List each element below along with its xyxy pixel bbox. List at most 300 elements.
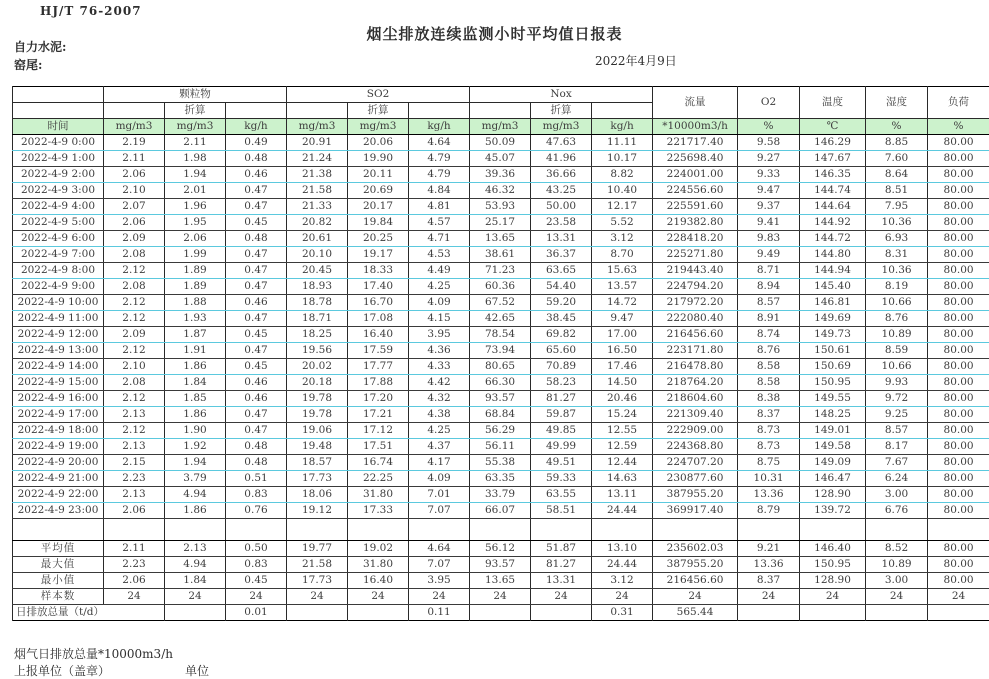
summary-label: 平均值	[13, 541, 104, 557]
cell-value: 9.47	[592, 311, 653, 327]
spacer-cell	[165, 519, 226, 541]
cell-value: 80.00	[928, 471, 989, 487]
cell-value: 17.59	[348, 343, 409, 359]
cell-value: 8.76	[866, 311, 928, 327]
cell-value: 7.67	[866, 455, 928, 471]
table-row	[13, 407, 989, 423]
cell-value: 80.00	[928, 439, 989, 455]
cell-value: 10.89	[866, 327, 928, 343]
cell-value: 225591.60	[653, 199, 738, 215]
cell-value: 0.47	[226, 199, 287, 215]
cell-value: 2.08	[104, 279, 165, 295]
cell-value: 150.61	[800, 343, 866, 359]
cell-value: 148.25	[800, 407, 866, 423]
cell-value: 2.15	[104, 455, 165, 471]
summary-value: 2.13	[165, 541, 226, 557]
footer-flow-note: 烟气日排放总量*10000m3/h	[14, 645, 173, 662]
cell-value: 4.57	[409, 215, 470, 231]
cell-value: 147.67	[800, 151, 866, 167]
cell-time: 2022-4-9 7:00	[13, 247, 104, 263]
cell-value: 0.46	[226, 375, 287, 391]
cell-value: 10.36	[866, 263, 928, 279]
table-row	[13, 327, 989, 343]
cell-value: 19.17	[348, 247, 409, 263]
cell-value: 15.63	[592, 263, 653, 279]
table-row	[13, 423, 989, 439]
cell-value: 17.20	[348, 391, 409, 407]
cell-value: 6.76	[866, 503, 928, 519]
header-nox-converted: 折算	[531, 103, 592, 119]
cell-value: 0.48	[226, 439, 287, 455]
table-row	[13, 151, 989, 167]
cell-value: 19.90	[348, 151, 409, 167]
cell-value: 9.47	[738, 183, 800, 199]
daily-total-value: 0.01	[226, 605, 287, 621]
cell-value: 80.00	[928, 263, 989, 279]
unit-cell: kg/h	[409, 119, 470, 135]
cell-value: 5.52	[592, 215, 653, 231]
cell-value: 4.09	[409, 295, 470, 311]
cell-value: 80.00	[928, 295, 989, 311]
cell-value: 149.01	[800, 423, 866, 439]
cell-value: 80.00	[928, 279, 989, 295]
cell-time: 2022-4-9 4:00	[13, 199, 104, 215]
unit-cell: %	[928, 119, 989, 135]
cell-value: 8.75	[738, 455, 800, 471]
cell-value: 31.80	[348, 487, 409, 503]
cell-value: 2.06	[104, 167, 165, 183]
cell-value: 19.06	[287, 423, 348, 439]
cell-value: 80.00	[928, 199, 989, 215]
cell-value: 0.47	[226, 407, 287, 423]
header-pm: 颗粒物	[104, 87, 287, 103]
cell-value: 18.33	[348, 263, 409, 279]
daily-total-value	[165, 605, 226, 621]
cell-value: 224794.20	[653, 279, 738, 295]
standard-number: HJ/T 76-2007	[40, 4, 142, 18]
summary-value: 24	[653, 589, 738, 605]
cell-value: 145.40	[800, 279, 866, 295]
summary-row	[13, 557, 989, 573]
cell-value: 63.35	[470, 471, 531, 487]
cell-value: 7.07	[409, 503, 470, 519]
cell-value: 4.53	[409, 247, 470, 263]
table-row	[13, 183, 989, 199]
cell-value: 6.93	[866, 231, 928, 247]
summary-value: 13.31	[531, 573, 592, 589]
summary-value: 21.58	[287, 557, 348, 573]
cell-value: 16.74	[348, 455, 409, 471]
cell-value: 80.00	[928, 359, 989, 375]
summary-value: 2.11	[104, 541, 165, 557]
cell-time: 2022-4-9 1:00	[13, 151, 104, 167]
cell-value: 13.31	[531, 231, 592, 247]
cell-value: 17.77	[348, 359, 409, 375]
cell-value: 2.19	[104, 135, 165, 151]
cell-value: 1.98	[165, 151, 226, 167]
summary-value: 0.45	[226, 573, 287, 589]
cell-value: 50.09	[470, 135, 531, 151]
cell-value: 80.65	[470, 359, 531, 375]
cell-value: 38.45	[531, 311, 592, 327]
cell-value: 222909.00	[653, 423, 738, 439]
unit-cell: %	[866, 119, 928, 135]
summary-value: 80.00	[928, 541, 989, 557]
summary-value: 387955.20	[653, 557, 738, 573]
cell-value: 4.36	[409, 343, 470, 359]
summary-value: 80.00	[928, 557, 989, 573]
cell-value: 17.88	[348, 375, 409, 391]
summary-value: 1.84	[165, 573, 226, 589]
cell-value: 47.63	[531, 135, 592, 151]
cell-value: 3.79	[165, 471, 226, 487]
cell-value: 78.54	[470, 327, 531, 343]
report-date: 2022年4月9日	[595, 52, 677, 69]
cell-time: 2022-4-9 17:00	[13, 407, 104, 423]
header-pm-converted: 折算	[165, 103, 226, 119]
cell-value: 2.12	[104, 263, 165, 279]
cell-value: 20.82	[287, 215, 348, 231]
cell-time: 2022-4-9 16:00	[13, 391, 104, 407]
cell-value: 80.00	[928, 135, 989, 151]
cell-value: 139.72	[800, 503, 866, 519]
unit-cell: mg/m3	[165, 119, 226, 135]
cell-value: 146.81	[800, 295, 866, 311]
cell-value: 9.37	[738, 199, 800, 215]
summary-value: 17.73	[287, 573, 348, 589]
cell-value: 19.12	[287, 503, 348, 519]
cell-value: 150.69	[800, 359, 866, 375]
cell-value: 42.65	[470, 311, 531, 327]
summary-value: 24	[928, 589, 989, 605]
cell-value: 20.25	[348, 231, 409, 247]
daily-total-value	[928, 605, 989, 621]
cell-value: 18.78	[287, 295, 348, 311]
cell-value: 8.57	[738, 295, 800, 311]
cell-value: 1.96	[165, 199, 226, 215]
cell-value: 17.12	[348, 423, 409, 439]
cell-value: 63.65	[531, 263, 592, 279]
header-time: 时间	[13, 119, 104, 135]
summary-value: 8.37	[738, 573, 800, 589]
cell-value: 18.71	[287, 311, 348, 327]
cell-value: 9.25	[866, 407, 928, 423]
cell-time: 2022-4-9 8:00	[13, 263, 104, 279]
cell-value: 8.37	[738, 407, 800, 423]
cell-value: 144.72	[800, 231, 866, 247]
cell-value: 149.58	[800, 439, 866, 455]
cell-time: 2022-4-9 2:00	[13, 167, 104, 183]
summary-value: 128.90	[800, 573, 866, 589]
summary-value: 24	[738, 589, 800, 605]
cell-value: 80.00	[928, 343, 989, 359]
cell-value: 80.00	[928, 391, 989, 407]
spacer-cell	[653, 519, 738, 541]
header-so2: SO2	[287, 87, 470, 103]
cell-value: 224368.80	[653, 439, 738, 455]
cell-time: 2022-4-9 3:00	[13, 183, 104, 199]
cell-value: 0.45	[226, 327, 287, 343]
cell-value: 219382.80	[653, 215, 738, 231]
daily-total-value: 0.11	[409, 605, 470, 621]
daily-total-value	[287, 605, 348, 621]
cell-value: 2.12	[104, 343, 165, 359]
cell-value: 18.25	[287, 327, 348, 343]
table-row	[13, 503, 989, 519]
header-empty-cell	[287, 103, 348, 119]
cell-value: 38.61	[470, 247, 531, 263]
cell-value: 1.92	[165, 439, 226, 455]
cell-value: 13.65	[470, 231, 531, 247]
cell-value: 4.64	[409, 135, 470, 151]
cell-value: 4.15	[409, 311, 470, 327]
cell-value: 66.07	[470, 503, 531, 519]
cell-value: 9.49	[738, 247, 800, 263]
cell-value: 20.06	[348, 135, 409, 151]
summary-value: 7.07	[409, 557, 470, 573]
summary-value: 24	[531, 589, 592, 605]
cell-value: 8.70	[592, 247, 653, 263]
cell-value: 2.08	[104, 375, 165, 391]
cell-value: 223171.80	[653, 343, 738, 359]
header-empty-cell	[13, 103, 104, 119]
cell-value: 43.25	[531, 183, 592, 199]
summary-value: 24	[165, 589, 226, 605]
cell-value: 17.33	[348, 503, 409, 519]
cell-time: 2022-4-9 19:00	[13, 439, 104, 455]
cell-value: 219443.40	[653, 263, 738, 279]
cell-value: 13.57	[592, 279, 653, 295]
cell-value: 18.93	[287, 279, 348, 295]
cell-value: 33.79	[470, 487, 531, 503]
cell-value: 58.51	[531, 503, 592, 519]
cell-value: 20.02	[287, 359, 348, 375]
cell-value: 21.33	[287, 199, 348, 215]
summary-value: 4.64	[409, 541, 470, 557]
cell-value: 80.00	[928, 151, 989, 167]
cell-value: 80.00	[928, 487, 989, 503]
cell-value: 17.40	[348, 279, 409, 295]
cell-value: 4.33	[409, 359, 470, 375]
cell-value: 60.36	[470, 279, 531, 295]
cell-value: 65.60	[531, 343, 592, 359]
cell-value: 12.44	[592, 455, 653, 471]
cell-value: 6.24	[866, 471, 928, 487]
cell-value: 3.00	[866, 487, 928, 503]
cell-value: 16.70	[348, 295, 409, 311]
cell-value: 149.73	[800, 327, 866, 343]
cell-value: 22.25	[348, 471, 409, 487]
summary-row	[13, 589, 989, 605]
cell-value: 67.52	[470, 295, 531, 311]
cell-value: 80.00	[928, 247, 989, 263]
cell-value: 12.59	[592, 439, 653, 455]
cell-value: 50.00	[531, 199, 592, 215]
summary-value: 150.95	[800, 557, 866, 573]
header-load: 负荷	[928, 87, 989, 119]
header-group-row	[13, 87, 989, 103]
cell-value: 59.33	[531, 471, 592, 487]
cell-value: 1.99	[165, 247, 226, 263]
unit-cell: mg/m3	[104, 119, 165, 135]
cell-value: 11.11	[592, 135, 653, 151]
cell-value: 149.09	[800, 455, 866, 471]
cell-time: 2022-4-9 10:00	[13, 295, 104, 311]
cell-value: 218604.60	[653, 391, 738, 407]
cell-value: 49.85	[531, 423, 592, 439]
cell-value: 80.00	[928, 423, 989, 439]
cell-value: 0.47	[226, 423, 287, 439]
table-row	[13, 199, 989, 215]
cell-value: 2.23	[104, 471, 165, 487]
cell-value: 12.17	[592, 199, 653, 215]
cell-value: 14.63	[592, 471, 653, 487]
daily-total-value	[470, 605, 531, 621]
summary-value: 0.50	[226, 541, 287, 557]
header-so2-converted: 折算	[348, 103, 409, 119]
unit-cell: mg/m3	[287, 119, 348, 135]
header-units-row	[13, 119, 989, 135]
cell-value: 56.29	[470, 423, 531, 439]
cell-value: 144.92	[800, 215, 866, 231]
cell-value: 68.84	[470, 407, 531, 423]
cell-value: 149.55	[800, 391, 866, 407]
cell-value: 36.37	[531, 247, 592, 263]
cell-value: 80.00	[928, 455, 989, 471]
cell-value: 2.12	[104, 423, 165, 439]
header-flow: 流量	[653, 87, 738, 119]
cell-value: 9.83	[738, 231, 800, 247]
cell-value: 146.29	[800, 135, 866, 151]
summary-value: 24	[409, 589, 470, 605]
cell-value: 17.00	[592, 327, 653, 343]
summary-value: 93.57	[470, 557, 531, 573]
cell-value: 20.45	[287, 263, 348, 279]
table-row	[13, 263, 989, 279]
table-row	[13, 471, 989, 487]
cell-value: 224001.00	[653, 167, 738, 183]
summary-value: 16.40	[348, 573, 409, 589]
site-label: 窑尾:	[14, 56, 42, 73]
cell-value: 39.36	[470, 167, 531, 183]
daily-total-value	[531, 605, 592, 621]
table-row	[13, 375, 989, 391]
cell-value: 2.11	[104, 151, 165, 167]
cell-value: 19.78	[287, 391, 348, 407]
cell-value: 20.69	[348, 183, 409, 199]
cell-value: 19.84	[348, 215, 409, 231]
cell-value: 0.49	[226, 135, 287, 151]
cell-value: 63.55	[531, 487, 592, 503]
cell-value: 1.91	[165, 343, 226, 359]
unit-cell: mg/m3	[531, 119, 592, 135]
cell-value: 221309.40	[653, 407, 738, 423]
cell-time: 2022-4-9 14:00	[13, 359, 104, 375]
spacer-cell	[226, 519, 287, 541]
cell-value: 69.82	[531, 327, 592, 343]
table-row	[13, 439, 989, 455]
summary-value: 13.65	[470, 573, 531, 589]
cell-value: 4.79	[409, 151, 470, 167]
cell-value: 19.78	[287, 407, 348, 423]
summary-value: 51.87	[531, 541, 592, 557]
summary-row	[13, 573, 989, 589]
cell-value: 8.17	[866, 439, 928, 455]
cell-value: 20.61	[287, 231, 348, 247]
cell-time: 2022-4-9 15:00	[13, 375, 104, 391]
cell-value: 19.48	[287, 439, 348, 455]
cell-value: 80.00	[928, 311, 989, 327]
cell-value: 1.84	[165, 375, 226, 391]
cell-value: 0.45	[226, 359, 287, 375]
cell-time: 2022-4-9 9:00	[13, 279, 104, 295]
cell-value: 21.24	[287, 151, 348, 167]
cell-value: 4.37	[409, 439, 470, 455]
unit-cell: *10000m3/h	[653, 119, 738, 135]
cell-value: 8.79	[738, 503, 800, 519]
summary-value: 235602.03	[653, 541, 738, 557]
cell-value: 8.73	[738, 439, 800, 455]
summary-value: 13.10	[592, 541, 653, 557]
cell-value: 73.94	[470, 343, 531, 359]
table-row	[13, 279, 989, 295]
spacer-cell	[470, 519, 531, 541]
cell-value: 7.95	[866, 199, 928, 215]
cell-time: 2022-4-9 23:00	[13, 503, 104, 519]
cell-value: 1.89	[165, 263, 226, 279]
spacer-cell	[738, 519, 800, 541]
cell-value: 59.87	[531, 407, 592, 423]
cell-value: 55.38	[470, 455, 531, 471]
cell-value: 0.45	[226, 215, 287, 231]
cell-value: 13.36	[738, 487, 800, 503]
cell-value: 4.49	[409, 263, 470, 279]
table-row	[13, 455, 989, 471]
cell-value: 18.57	[287, 455, 348, 471]
cell-value: 1.90	[165, 423, 226, 439]
daily-total-value	[348, 605, 409, 621]
cell-value: 0.46	[226, 167, 287, 183]
cell-value: 2.13	[104, 407, 165, 423]
cell-value: 1.89	[165, 279, 226, 295]
spacer-cell	[866, 519, 928, 541]
header-empty-cell	[409, 103, 470, 119]
cell-value: 20.11	[348, 167, 409, 183]
cell-value: 54.40	[531, 279, 592, 295]
table-row	[13, 215, 989, 231]
cell-time: 2022-4-9 11:00	[13, 311, 104, 327]
header-empty-cell	[226, 103, 287, 119]
spacer-row	[13, 519, 989, 541]
summary-value: 146.40	[800, 541, 866, 557]
cell-value: 224707.20	[653, 455, 738, 471]
cell-time: 2022-4-9 6:00	[13, 231, 104, 247]
summary-value: 19.77	[287, 541, 348, 557]
cell-value: 93.57	[470, 391, 531, 407]
page-title: 烟尘排放连续监测小时平均值日报表	[0, 23, 989, 44]
summary-label: 样本数	[13, 589, 104, 605]
cell-value: 14.72	[592, 295, 653, 311]
cell-value: 144.94	[800, 263, 866, 279]
cell-value: 8.59	[866, 343, 928, 359]
cell-value: 0.46	[226, 295, 287, 311]
cell-value: 8.58	[738, 359, 800, 375]
cell-value: 17.51	[348, 439, 409, 455]
table-row	[13, 135, 989, 151]
cell-value: 216456.60	[653, 327, 738, 343]
cell-value: 2.07	[104, 199, 165, 215]
cell-value: 146.47	[800, 471, 866, 487]
